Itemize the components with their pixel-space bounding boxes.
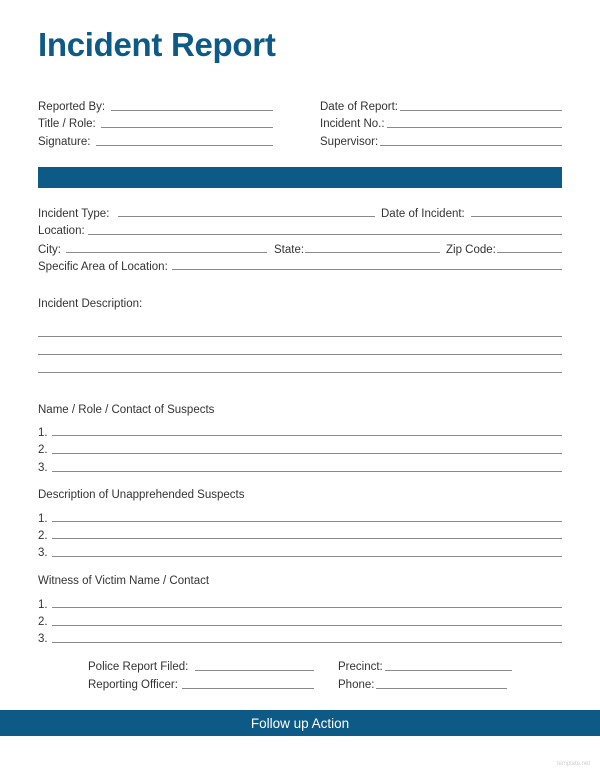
description-line[interactable] bbox=[38, 372, 562, 373]
date-of-incident-label: Date of Incident: bbox=[381, 208, 465, 220]
title-role-field[interactable] bbox=[101, 127, 273, 128]
police-report-filed-label: Police Report Filed: bbox=[88, 661, 189, 673]
police-report-filed-field[interactable] bbox=[195, 670, 314, 671]
unapprehended-field-1[interactable] bbox=[52, 521, 562, 522]
date-of-report-label: Date of Report: bbox=[320, 101, 398, 113]
suspect-field-3[interactable] bbox=[52, 471, 562, 472]
witness-field-3[interactable] bbox=[52, 642, 562, 643]
state-field[interactable] bbox=[305, 252, 440, 253]
follow-up-action-heading: Follow up Action bbox=[250, 716, 350, 731]
city-field[interactable] bbox=[66, 252, 267, 253]
precinct-label: Precinct: bbox=[338, 661, 383, 673]
watermark: template.net bbox=[556, 761, 590, 767]
incident-no-field[interactable] bbox=[387, 127, 562, 128]
list-number: 2. bbox=[38, 444, 48, 456]
suspect-field-2[interactable] bbox=[52, 453, 562, 454]
page-title: Incident Report bbox=[38, 26, 276, 63]
list-number: 1. bbox=[38, 427, 48, 439]
zip-code-field[interactable] bbox=[497, 252, 562, 253]
unapprehended-heading: Description of Unapprehended Suspects bbox=[38, 489, 245, 501]
incident-no-label: Incident No.: bbox=[320, 118, 385, 130]
section-divider-bar bbox=[38, 167, 562, 188]
list-number: 1. bbox=[38, 599, 48, 611]
zip-code-label: Zip Code: bbox=[446, 244, 496, 256]
list-number: 3. bbox=[38, 462, 48, 474]
reported-by-label: Reported By: bbox=[38, 101, 106, 113]
list-number: 3. bbox=[38, 633, 48, 645]
incident-description-label: Incident Description: bbox=[38, 298, 143, 310]
incident-type-label: Incident Type: bbox=[38, 208, 110, 220]
reporting-officer-label: Reporting Officer: bbox=[88, 679, 178, 691]
specific-area-label: Specific Area of Location: bbox=[38, 261, 168, 273]
signature-label: Signature: bbox=[38, 136, 91, 148]
phone-label: Phone: bbox=[338, 679, 375, 691]
unapprehended-field-2[interactable] bbox=[52, 538, 562, 539]
title-role-label: Title / Role: bbox=[38, 118, 96, 130]
unapprehended-field-3[interactable] bbox=[52, 556, 562, 557]
list-number: 2. bbox=[38, 530, 48, 542]
reporting-officer-field[interactable] bbox=[182, 688, 314, 689]
witness-field-2[interactable] bbox=[52, 625, 562, 626]
suspects-heading: Name / Role / Contact of Suspects bbox=[38, 404, 215, 416]
phone-field[interactable] bbox=[376, 688, 507, 689]
signature-field[interactable] bbox=[96, 145, 273, 146]
witness-field-1[interactable] bbox=[52, 607, 562, 608]
list-number: 1. bbox=[38, 513, 48, 525]
location-label: Location: bbox=[38, 225, 85, 237]
reported-by-field[interactable] bbox=[111, 110, 273, 111]
specific-area-field[interactable] bbox=[172, 269, 562, 270]
incident-type-field[interactable] bbox=[118, 216, 375, 217]
precinct-field[interactable] bbox=[385, 670, 512, 671]
description-line[interactable] bbox=[38, 354, 562, 355]
date-of-incident-field[interactable] bbox=[471, 216, 562, 217]
supervisor-label: Supervisor: bbox=[320, 136, 379, 148]
supervisor-field[interactable] bbox=[380, 145, 562, 146]
witness-heading: Witness of Victim Name / Contact bbox=[38, 575, 210, 587]
suspect-field-1[interactable] bbox=[52, 435, 562, 436]
state-label: State: bbox=[274, 244, 305, 256]
date-of-report-field[interactable] bbox=[400, 110, 562, 111]
list-number: 2. bbox=[38, 616, 48, 628]
list-number: 3. bbox=[38, 547, 48, 559]
city-label: City: bbox=[38, 244, 61, 256]
location-field[interactable] bbox=[88, 234, 562, 235]
description-line[interactable] bbox=[38, 336, 562, 337]
